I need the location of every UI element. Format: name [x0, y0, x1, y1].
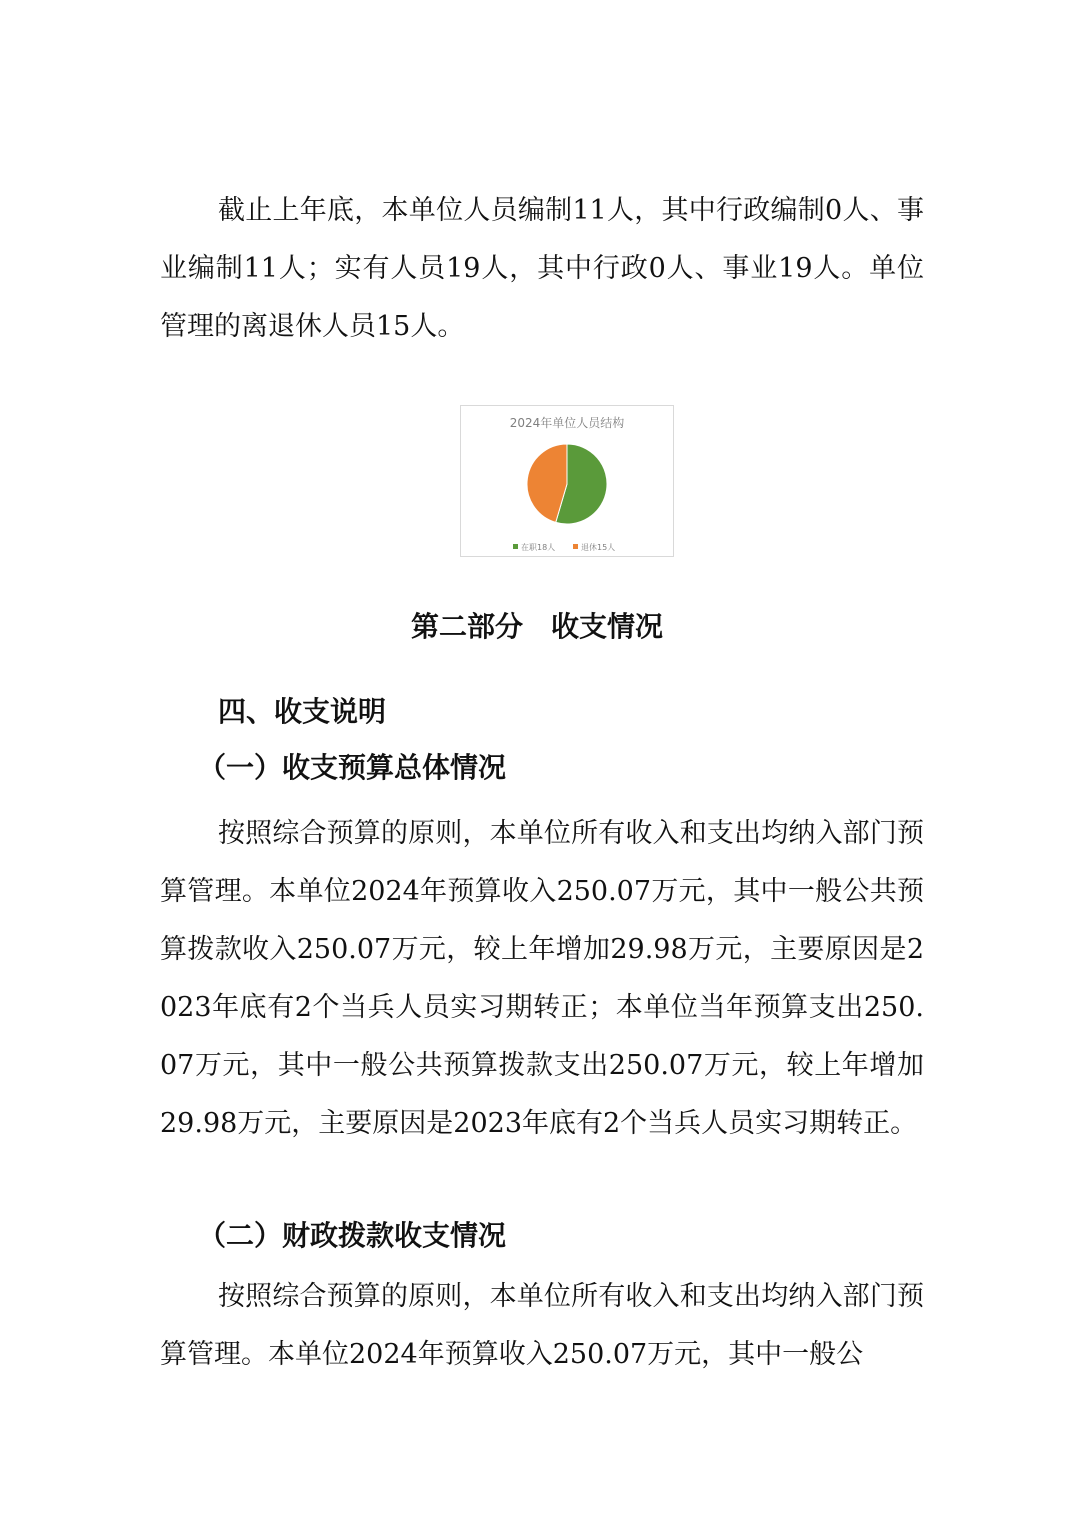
chart-title: 2024年单位人员结构	[509, 416, 625, 430]
budget-overall-paragraph: 按照综合预算的原则，本单位所有收入和支出均纳入部门预算管理。本单位2024年预算收入250.07万元，其中一般公共预算拨款收入250.07万元，较上年增加29.98万元，主要原因是2023年底有2个当兵人员实习期转正；本单位当年预算支出250.07万元，其中一般公共预算拨款支出250.07万元，较上年增加29.98万元，主要原因是2023年底有2个当兵人员实习期转正。	[160, 818, 924, 1139]
pie-slices	[527, 444, 607, 524]
pie-chart-svg	[461, 406, 673, 556]
fiscal-intro-paragraph: 按照综合预算的原则，本单位所有收入和支出均纳入部门预算管理。本单位2024年预算收入250.07万元，其中一般公	[160, 1281, 924, 1370]
chart-legend	[513, 542, 615, 552]
part-two-title: 第二部分 收支情况	[410, 610, 663, 643]
subsection-one-heading: （一）收支预算总体情况	[198, 751, 507, 784]
legend-label-1: 退休15人	[581, 543, 616, 552]
legend-swatch-0	[513, 544, 518, 549]
legend-swatch-1	[573, 544, 578, 549]
section-four-heading: 四、收支说明	[218, 695, 387, 728]
subsection-two-heading: （二）财政拨款收支情况	[198, 1219, 507, 1252]
staff-structure-chart	[460, 405, 674, 557]
legend-label-0: 在职18人	[521, 543, 556, 552]
staffing-paragraph: 截止上年底，本单位人员编制11人，其中行政编制0人、事业编制11人；实有人员19人，其中行政0人、事业19人。单位管理的离退休人员15人。	[160, 195, 924, 342]
